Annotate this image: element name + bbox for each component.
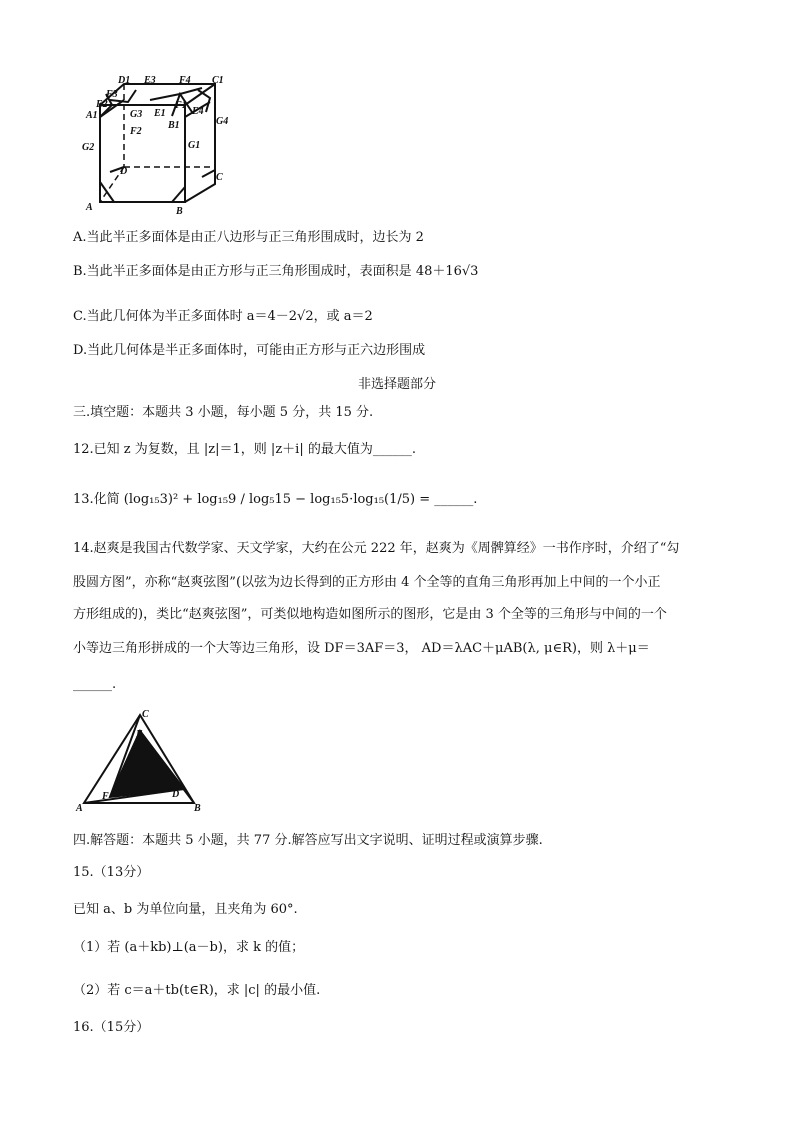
label-D: D bbox=[120, 166, 128, 177]
section-3-heading: 三.填空题：本题共 3 小题，每小题 5 分，共 15 分. bbox=[73, 405, 374, 420]
question-13: 13.化简 (log₁₅3)² + log₁₅9 / log₅15 − log₁₅5·log₁₅(1/5) = ______. bbox=[73, 492, 478, 507]
label-F1: F1 bbox=[175, 100, 187, 111]
option-d: D.当此几何体是半正多面体时，可能由正方形与正六边形围成 bbox=[73, 343, 426, 358]
label-B: B bbox=[194, 803, 201, 814]
option-c: C.当此几何体为半正多面体时 a＝4－2√2，或 a＝2 bbox=[73, 309, 373, 324]
option-a: A.当此半正多面体是由正八边形与正三角形围成时，边长为 2 bbox=[73, 230, 424, 245]
question-14-line-1: 14.赵爽是我国古代数学家、天文学家，大约在公元 222 年，赵爽为《周髀算经》一书作序时，介绍了“勾 bbox=[73, 541, 680, 556]
label-A: A bbox=[86, 202, 93, 213]
label-B1: B1 bbox=[168, 120, 180, 131]
label-E: E bbox=[136, 729, 143, 740]
label-E2: E2 bbox=[96, 99, 108, 110]
question-15-part-1: （1）若 (a＋kb)⊥(a－b)，求 k 的值； bbox=[73, 940, 305, 955]
label-C: C bbox=[142, 709, 149, 720]
question-14-line-3: 方形组成的)，类比“赵爽弦图”，可类似地构造如图所示的图形，它是由 3 个全等的三角形与中间的一个 bbox=[73, 607, 667, 622]
question-15-part-2: （2）若 c＝a＋tb(t∈R)，求 |c| 的最小值. bbox=[73, 983, 321, 998]
label-A: A bbox=[76, 803, 83, 814]
label-G2: G2 bbox=[82, 142, 95, 153]
label-E1: E1 bbox=[154, 108, 166, 119]
question-14-line-4: 小等边三角形拼成的一个大等边三角形，设 DF＝3AF＝3， AD＝λAC＋μAB(λ, μ∈R)，则 λ＋μ＝ bbox=[73, 641, 650, 656]
label-D1: D1 bbox=[118, 75, 131, 86]
label-B: B bbox=[176, 206, 183, 217]
label-A1: A1 bbox=[86, 110, 98, 121]
triangle-figure bbox=[72, 707, 212, 815]
label-E3: E3 bbox=[144, 75, 156, 86]
label-F4: F4 bbox=[179, 75, 191, 86]
truncated-cube-figure bbox=[80, 72, 230, 220]
option-b: B.当此半正多面体是由正方形与正三角形围成时，表面积是 48＋16√3 bbox=[73, 264, 479, 279]
label-F3: F3 bbox=[106, 89, 118, 100]
label-C: C bbox=[216, 172, 223, 183]
section-4-heading: 四.解答题：本题共 5 小题，共 77 分.解答应写出文字说明、证明过程或演算步骤. bbox=[73, 833, 543, 848]
label-F: F bbox=[102, 791, 109, 802]
question-15-head: 15.（13分） bbox=[73, 865, 150, 880]
question-12: 12.已知 z 为复数，且 |z|＝1，则 |z＋i| 的最大值为______. bbox=[73, 442, 416, 457]
label-D: D bbox=[172, 789, 180, 800]
label-G4: G4 bbox=[216, 116, 229, 127]
question-14-line-2: 股圆方图”，亦称“赵爽弦图”(以弦为边长得到的正方形由 4 个全等的直角三角形再加上中间的一个小正 bbox=[73, 575, 661, 590]
question-15-stem: 已知 a、b 为单位向量，且夹角为 60°. bbox=[73, 902, 298, 917]
section-nonselect-title: 非选择题部分 bbox=[357, 377, 436, 392]
label-E4: E4 bbox=[192, 106, 204, 117]
question-14-blank: ______. bbox=[73, 677, 117, 692]
label-G1: G1 bbox=[188, 140, 201, 151]
question-16-head: 16.（15分） bbox=[73, 1020, 150, 1035]
label-G3: G3 bbox=[130, 109, 143, 120]
label-C1: C1 bbox=[212, 75, 224, 86]
label-F2: F2 bbox=[130, 126, 142, 137]
